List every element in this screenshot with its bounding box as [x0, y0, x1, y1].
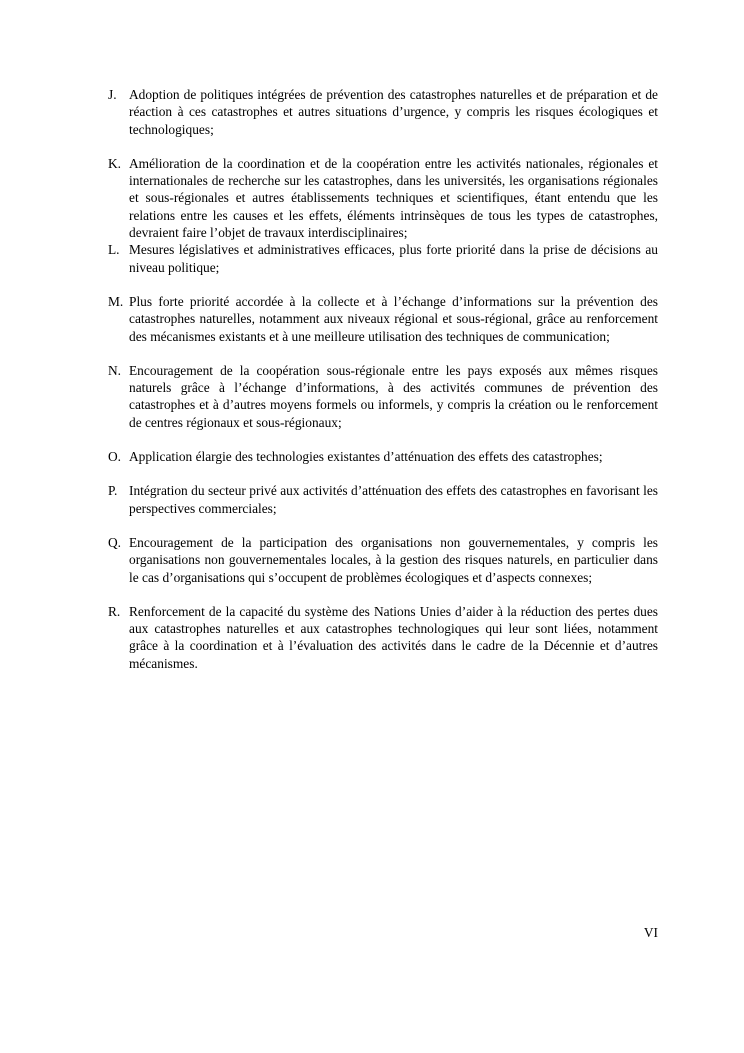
list-item-o	[108, 448, 658, 465]
page-number: VI	[643, 925, 658, 940]
list-item-n	[108, 362, 658, 431]
item-letter: R.	[108, 603, 121, 619]
item-letter: N.	[108, 362, 122, 378]
list-item-r	[108, 603, 658, 672]
item-text: Intégration du secteur privé aux activités d’atténuation des effets des catastrophes en favorisant les perspectives commerciales;	[129, 483, 658, 516]
list-item-j	[108, 86, 658, 138]
item-text: Plus forte priorité accordée à la collecte et à l’échange d’informations sur la prévention des catastrophes naturelles, notamment aux niveaux régional et sous-régional, grâce au renforcement des mécanismes existants et à une meilleure utilisation des techniques de communication;	[129, 293, 658, 344]
item-text: Encouragement de la coopération sous-régionale entre les pays exposés aux mêmes risques naturels grâce à l’échange d’informations, à des activités communes de prévention des catastrophes et à d’autres moyens formels ou informels, y compris la création ou le renforcement de centres régionaux et sous-régionaux;	[129, 362, 658, 430]
item-letter: K.	[108, 155, 122, 171]
list-item-k	[108, 155, 658, 241]
item-letter: O.	[108, 449, 122, 465]
item-text: Application élargie des technologies existantes d’atténuation des effets des catastrophes;	[129, 449, 603, 465]
item-text: Amélioration de la coordination et de la coopération entre les activités nationales, régionales et internationales de recherche sur les catastrophes, dans les universités, les organisations régionales et sous-régionales et autres établissements techniques et scientifiques, étant entendu que les relations entre les causes et les effets, éléments intrinsèques de tous les types de catastrophes, devraient faire l’objet de travaux interdisciplinaires;	[129, 155, 658, 241]
item-text: Mesures législatives et administratives efficaces, plus forte priorité dans la prise de décisions au niveau politique;	[129, 242, 658, 275]
item-text: Adoption de politiques intégrées de prévention des catastrophes naturelles et de préparation et de réaction à ces catastrophes et autres situations d’urgence, y compris les risques écologiques et technologiques;	[129, 87, 658, 137]
list-item-q	[108, 534, 658, 586]
list-item-m	[108, 293, 658, 345]
item-letter: J.	[108, 87, 117, 102]
document-body	[108, 86, 658, 689]
item-letter: P.	[108, 483, 118, 499]
item-text: Encouragement de la participation des organisations non gouvernementales, y compris les organisations non gouvernementales locales, à la gestion des risques naturels, en particulier dans le cas d’organisations qui s’occupent de problèmes écologiques et d’aspects connexes;	[129, 534, 658, 585]
item-text: Renforcement de la capacité du système des Nations Unies d’aider à la réduction des pertes dues aux catastrophes naturelles et aux catastrophes technologiques qui leur sont liées, notamment grâce à la coordination et à l’évaluation des activités dans le cadre de la Décennie et d’autres mécanismes.	[129, 603, 658, 671]
item-letter: L.	[108, 242, 120, 258]
item-letter: Q.	[108, 534, 122, 550]
item-letter: M.	[108, 293, 124, 309]
list-item-p	[108, 482, 658, 517]
list-item-l	[108, 241, 658, 276]
